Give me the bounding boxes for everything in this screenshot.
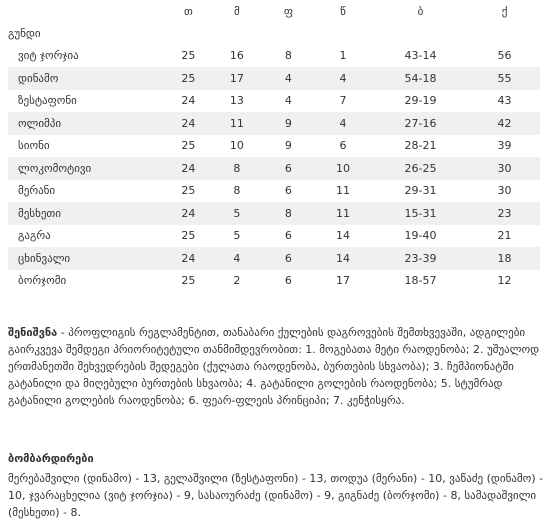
- drawn-cell: 6: [284, 161, 292, 175]
- lost-cell: 6: [339, 139, 347, 153]
- goals-cell: 29-31: [404, 184, 437, 198]
- team-name: ბორჯომი: [18, 274, 67, 288]
- table-header-row: [8, 0, 540, 22]
- standings-body: [8, 45, 540, 293]
- table-row: [8, 202, 540, 225]
- played-cell: 24: [181, 161, 196, 175]
- points-cell: 30: [497, 184, 512, 198]
- goals-cell: 18-57: [404, 274, 437, 288]
- note-label: შენიშვნა: [8, 326, 58, 339]
- points-cell: 30: [497, 161, 512, 175]
- drawn-cell: 4: [284, 71, 292, 85]
- note-paragraph: [8, 324, 544, 409]
- played-cell: 25: [181, 139, 196, 153]
- points-cell: 23: [497, 206, 512, 220]
- won-cell: 10: [229, 139, 244, 153]
- goals-cell: 27-16: [404, 116, 437, 130]
- table-row: [8, 135, 540, 158]
- table-row: [8, 90, 540, 113]
- won-cell: 2: [233, 274, 241, 288]
- goals-cell: 26-25: [404, 161, 437, 175]
- team-name: მესხეთი: [18, 206, 61, 220]
- table-row: [8, 112, 540, 135]
- drawn-cell: 9: [284, 116, 292, 130]
- table-row: [8, 45, 540, 68]
- table-row: [8, 180, 540, 203]
- lost-cell: 4: [339, 116, 347, 130]
- header-won: მ: [233, 4, 240, 18]
- points-cell: 12: [497, 274, 512, 288]
- team-name: მერანი: [18, 184, 56, 198]
- lost-cell: 14: [335, 251, 350, 265]
- won-cell: 5: [233, 229, 241, 243]
- won-cell: 8: [233, 184, 241, 198]
- note-text: - პროფლიგის რეგლამენტით, თანაბარი ქულების დაგროვების შემთხვევაში, ადგილები გაირკვევა შემდეგი პრიორიტეტული თანმიმდევრობით: 1. მოგებათა მეტი რაოდენობა; 2. უშუალოდ ერთმანეთში შეხვედრების შედეგები (ქულათა რაოდენობა, ბურთების სხვაობა); 3. ჩემპიონატში გატანილი და მიღებული ბურთების სხვაობა; 4. გატანილი გოლების რაოდენობა; 5. სტუმრად გატანილი გოლების რაოდენობა; 6. ფეარ-ფლეის პრინციპი; 7. კენჭისყრა.: [8, 326, 540, 407]
- table-row: [8, 247, 540, 270]
- drawn-cell: 4: [284, 94, 292, 108]
- team-name: ოლიმპი: [18, 116, 62, 130]
- lost-cell: 1: [339, 49, 347, 63]
- group-header-row: [8, 22, 540, 45]
- won-cell: 11: [229, 116, 244, 130]
- points-cell: 21: [497, 229, 512, 243]
- goals-cell: 43-14: [404, 49, 437, 63]
- lost-cell: 7: [339, 94, 347, 108]
- lost-cell: 11: [335, 184, 350, 198]
- drawn-cell: 8: [284, 49, 292, 63]
- team-name: ვიტ ჯორჯია: [18, 49, 79, 63]
- drawn-cell: 6: [284, 184, 292, 198]
- lost-cell: 10: [335, 161, 350, 175]
- won-cell: 8: [233, 161, 241, 175]
- lost-cell: 14: [335, 229, 350, 243]
- team-name: ცხინვალი: [18, 251, 71, 265]
- header-points: ქ: [501, 4, 508, 18]
- team-name: ზესტაფონი: [18, 94, 77, 108]
- points-cell: 42: [497, 116, 512, 130]
- goals-cell: 28-21: [404, 139, 437, 153]
- played-cell: 25: [181, 71, 196, 85]
- drawn-cell: 9: [284, 139, 292, 153]
- goals-cell: 29-19: [404, 94, 437, 108]
- points-cell: 56: [497, 49, 512, 63]
- played-cell: 25: [181, 49, 196, 63]
- won-cell: 13: [229, 94, 244, 108]
- team-name: გაგრა: [18, 229, 51, 243]
- drawn-cell: 6: [284, 251, 292, 265]
- won-cell: 16: [229, 49, 244, 63]
- team-name: დინამო: [18, 71, 59, 85]
- lost-cell: 11: [335, 206, 350, 220]
- header-team-spacer: [8, 0, 166, 22]
- played-cell: 24: [181, 251, 196, 265]
- played-cell: 24: [181, 206, 196, 220]
- won-cell: 5: [233, 206, 241, 220]
- goals-cell: 19-40: [404, 229, 437, 243]
- table-row: [8, 225, 540, 248]
- points-cell: 18: [497, 251, 512, 265]
- played-cell: 25: [181, 229, 196, 243]
- played-cell: 25: [181, 184, 196, 198]
- header-goals: ბ: [417, 4, 424, 18]
- won-cell: 17: [229, 71, 244, 85]
- goals-cell: 15-31: [404, 206, 437, 220]
- table-row: [8, 67, 540, 90]
- points-cell: 43: [497, 94, 512, 108]
- team-name: სიონი: [18, 139, 50, 153]
- scorers-text: მერებაშვილი (დინამო) - 13, გელაშვილი (ზესტაფონი) - 13, თოდუა (მერანი) - 10, ვაწაძე (დინამო) - 10, ჯვარაცხელია (ვიტ ჯორჯია) - 9, სასაოურაძე (დინამო) - 9, გიგნაძე (ბორჯომი) - 8, სამადაშვილი (მესხეთი) - 8.: [8, 472, 544, 519]
- header-drawn: ფ: [283, 4, 293, 18]
- drawn-cell: 8: [284, 206, 292, 220]
- standings-table: [8, 0, 540, 292]
- played-cell: 24: [181, 116, 196, 130]
- drawn-cell: 6: [284, 229, 292, 243]
- points-cell: 39: [497, 139, 512, 153]
- header-played: თ: [184, 4, 193, 18]
- table-row: [8, 270, 540, 293]
- scorers-title: ბომბარდირები: [8, 452, 94, 465]
- lost-cell: 17: [335, 274, 350, 288]
- played-cell: 25: [181, 274, 196, 288]
- played-cell: 24: [181, 94, 196, 108]
- points-cell: 55: [497, 71, 512, 85]
- group-label: გუნდი: [8, 26, 41, 40]
- header-lost: წ: [340, 4, 346, 18]
- won-cell: 4: [233, 251, 241, 265]
- lost-cell: 4: [339, 71, 347, 85]
- drawn-cell: 6: [284, 274, 292, 288]
- team-name: ლოკომოტივი: [18, 161, 92, 175]
- goals-cell: 23-39: [404, 251, 437, 265]
- table-row: [8, 157, 540, 180]
- goals-cell: 54-18: [404, 71, 437, 85]
